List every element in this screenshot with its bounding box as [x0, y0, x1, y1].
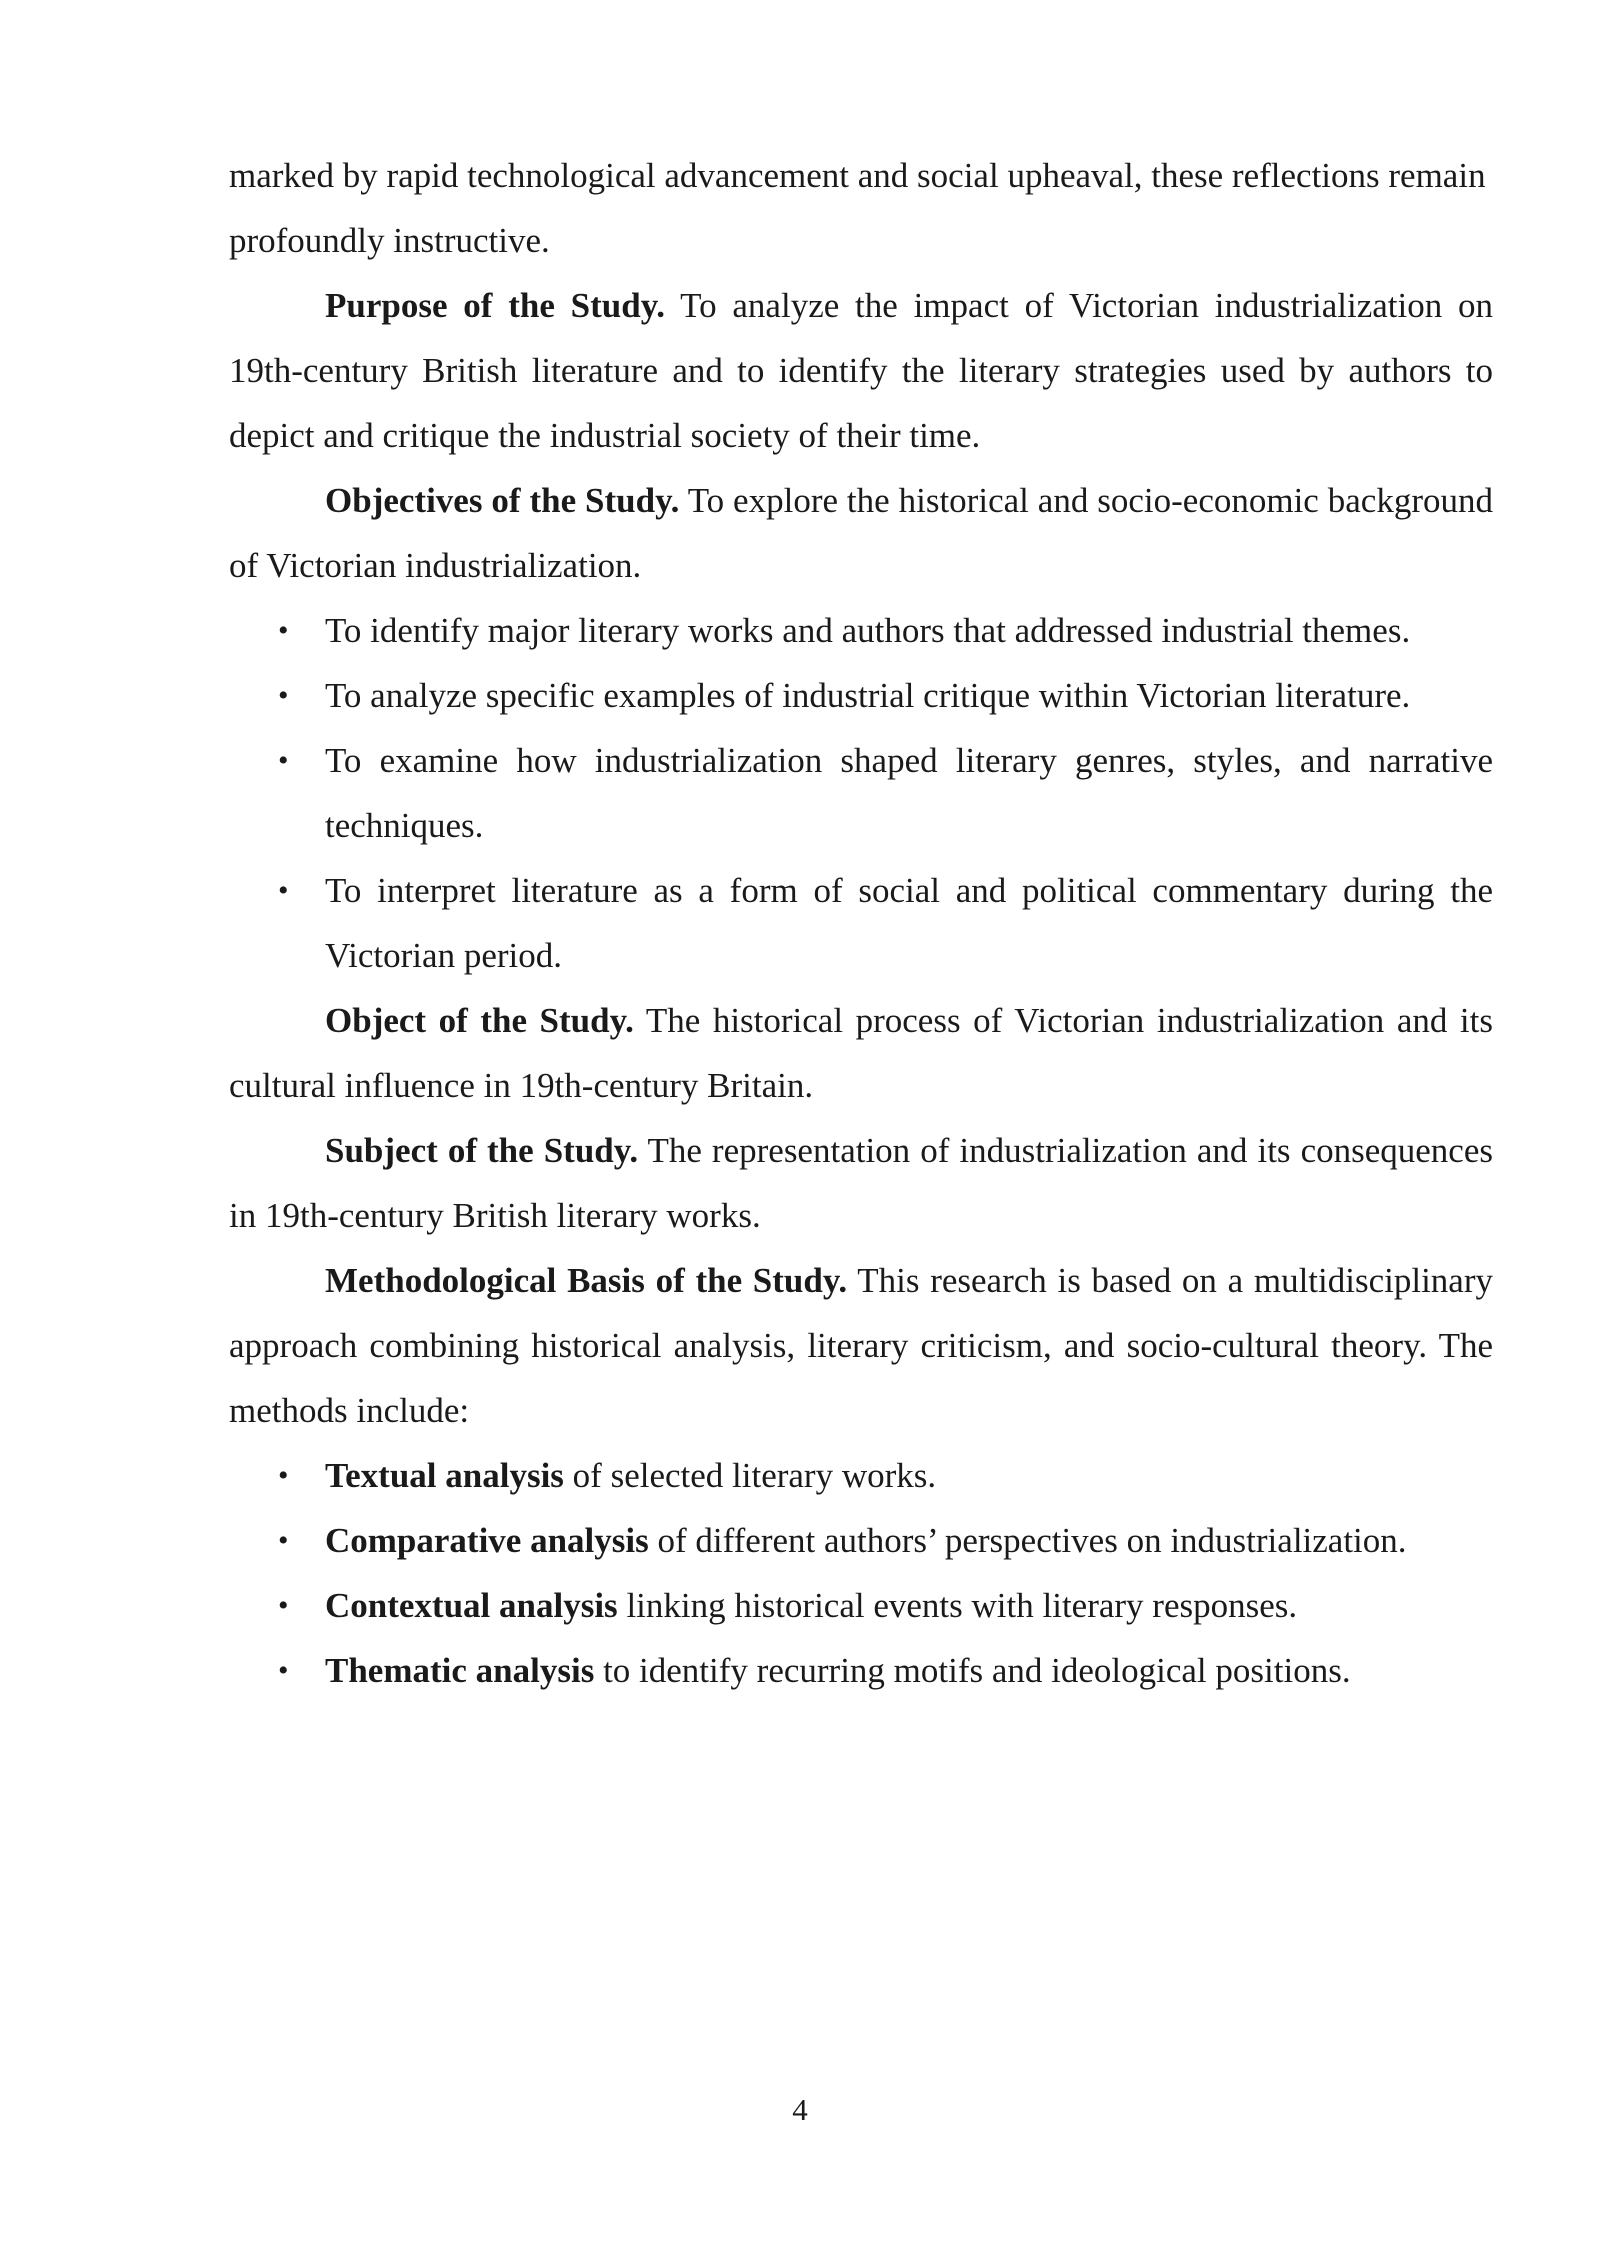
- method-term: Comparative analysis: [325, 1521, 649, 1560]
- method-text: linking historical events with literary responses.: [617, 1586, 1298, 1625]
- method-text: to identify recurring motifs and ideological positions.: [594, 1651, 1351, 1690]
- bullet-icon: •: [278, 1459, 289, 1492]
- list-item: [229, 1573, 1493, 1638]
- methodology-text: This research is based on a multidisciplinary approach combining historical analysis, literary criticism, and socio-cultural theory. The methods include:: [229, 1261, 1493, 1430]
- objective-text: To identify major literary works and authors that addressed industrial themes.: [325, 611, 1411, 650]
- bullet-icon: •: [278, 1524, 289, 1557]
- intro-paragraph: [229, 143, 1493, 273]
- list-item: [229, 858, 1493, 988]
- methods-list: [229, 1443, 1493, 1703]
- objectives-paragraph: [229, 468, 1493, 598]
- purpose-heading: Purpose of the Study.: [325, 286, 666, 325]
- objectives-heading: Objectives of the Study.: [325, 481, 680, 520]
- bullet-icon: •: [278, 874, 289, 907]
- page-number: 4: [792, 2092, 808, 2127]
- bullet-icon: •: [278, 744, 289, 777]
- subject-heading: Subject of the Study.: [325, 1131, 639, 1170]
- purpose-text: To analyze the impact of Victorian industrialization on 19th-century British literature and to identify the literary strategies used by authors to depict and critique the industrial society of their time.: [229, 286, 1493, 455]
- list-item: [229, 598, 1493, 663]
- objective-text: To examine how industrialization shaped literary genres, styles, and narrative techniques.: [325, 741, 1493, 845]
- bullet-icon: •: [278, 614, 289, 647]
- objective-text: To analyze specific examples of industrial critique within Victorian literature.: [325, 676, 1411, 715]
- page-body: [229, 143, 1493, 1703]
- intro-text: marked by rapid technological advancement and social upheaval, these reflections remain profoundly instructive.: [229, 156, 1486, 260]
- objective-text: To interpret literature as a form of social and political commentary during the Victorian period.: [325, 871, 1493, 975]
- list-item: [229, 663, 1493, 728]
- methodology-heading: Methodological Basis of the Study.: [325, 1261, 848, 1300]
- bullet-icon: •: [278, 1589, 289, 1622]
- purpose-paragraph: [229, 273, 1493, 468]
- bullet-icon: •: [278, 679, 289, 712]
- methodology-paragraph: [229, 1248, 1493, 1443]
- object-text: The historical process of Victorian industrialization and its cultural influence in 19th-century Britain.: [229, 1001, 1494, 1105]
- subject-paragraph: [229, 1118, 1493, 1248]
- method-term: Thematic analysis: [325, 1651, 595, 1690]
- method-text: of different authors’ perspectives on industrialization.: [648, 1521, 1407, 1560]
- object-paragraph: [229, 988, 1493, 1118]
- list-item: [229, 1443, 1493, 1508]
- objectives-text: To explore the historical and socio-economic background of Victorian industrialization.: [229, 481, 1493, 585]
- bullet-icon: •: [278, 1654, 289, 1687]
- subject-text: The representation of industrialization and its consequences in 19th-century British literary works.: [229, 1131, 1493, 1235]
- object-heading: Object of the Study.: [325, 1001, 634, 1040]
- list-item: [229, 1508, 1493, 1573]
- method-text: of selected literary works.: [563, 1456, 937, 1495]
- list-item: [229, 728, 1493, 858]
- method-term: Contextual analysis: [325, 1586, 618, 1625]
- objectives-list: [229, 598, 1493, 988]
- method-term: Textual analysis: [325, 1456, 564, 1495]
- list-item: [229, 1638, 1493, 1703]
